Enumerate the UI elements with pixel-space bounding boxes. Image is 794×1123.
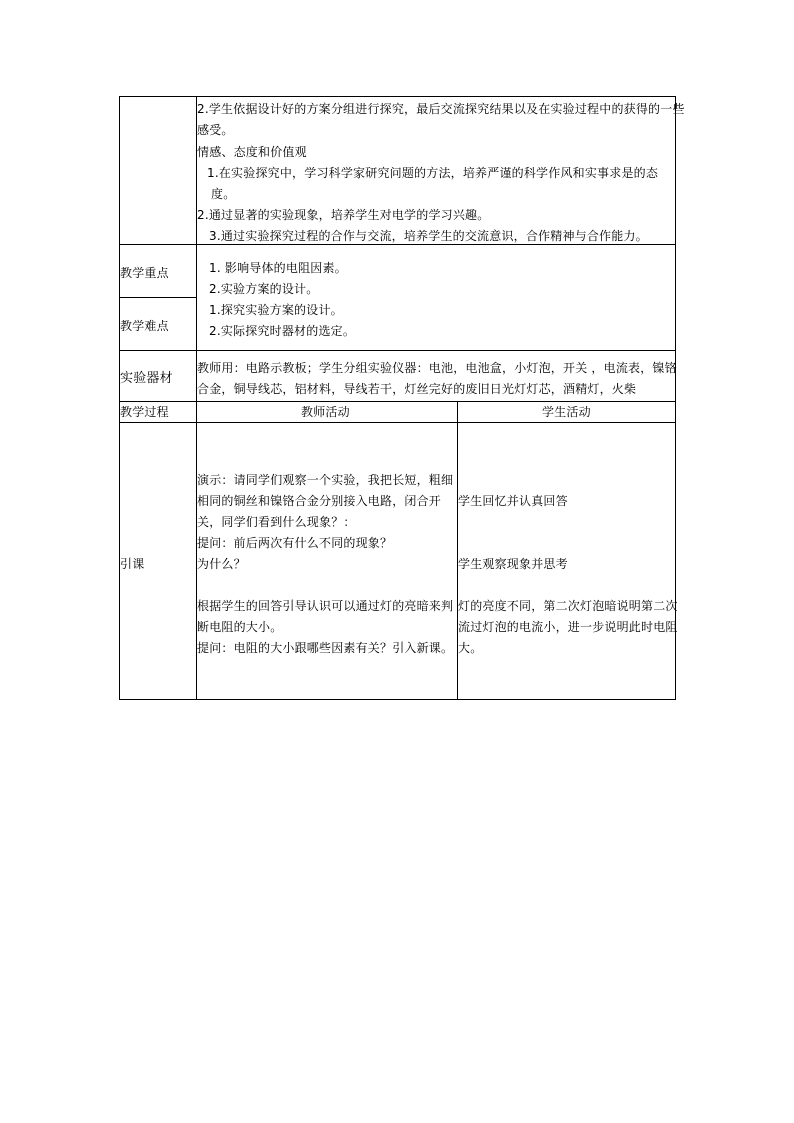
student-activity-line: 大。	[458, 641, 483, 655]
teacher-activity-line: 相同的铜丝和镍铬合金分别接入电路，闭合开	[197, 494, 442, 508]
objective-item: 2.通过显著的实验现象，培养学生对电学的学习兴趣。	[197, 208, 490, 222]
student-activity-line: 学生观察现象并思考	[458, 557, 568, 571]
table-rule	[119, 699, 676, 700]
table-rule	[119, 350, 676, 351]
intro-label: 引课	[120, 557, 145, 571]
teacher-activity-line: 为什么？	[197, 557, 246, 571]
difficulty-item: 2.实际探究时器材的选定。	[209, 324, 356, 338]
table-rule	[119, 96, 676, 97]
student-activity-line: 流过灯泡的电流小，进一步说明此时电阻	[458, 620, 678, 634]
table-rule	[119, 244, 676, 245]
student-activity-line: 灯的亮度不同，第二次灯泡暗说明第二次	[458, 599, 678, 613]
teacher-activity-line: 关，同学们看到什么现象？：	[197, 515, 356, 529]
teacher-activity-header: 教师活动	[301, 405, 350, 419]
difficulty-item: 1.探究实验方案的设计。	[209, 303, 343, 317]
table-rule	[119, 422, 676, 423]
student-activity-line: 学生回忆并认真回答	[458, 494, 568, 508]
key-points-label: 教学重点	[120, 266, 169, 280]
process-label: 教学过程	[120, 405, 169, 419]
objective-heading: 情感、态度和价值观	[197, 145, 307, 159]
table-rule	[119, 96, 120, 700]
equipment-label: 实验器材	[120, 371, 173, 386]
teacher-activity-line: 提问：前后两次有什么不同的现象？	[197, 536, 393, 550]
table-rule	[119, 401, 676, 402]
teacher-activity-line: 根据学生的回答引导认识可以通过灯的亮暗来判	[197, 599, 454, 613]
teacher-activity-line: 断电阻的大小。	[197, 620, 283, 634]
equipment-text: 合金，铜导线芯，铝材料，导线若干，灯丝完好的废旧日光灯灯芯，酒精灯，火柴	[197, 382, 637, 396]
equipment-text: 教师用：电路示教板；学生分组实验仪器：电池，电池盒，小灯泡，开关 ，电流表，镍铬	[197, 361, 677, 375]
difficulties-label: 教学难点	[120, 319, 169, 333]
teacher-activity-line: 演示：请同学们观察一个实验，我把长短，粗细	[197, 473, 454, 487]
objective-item: 1.在实验探究中，学习科学家研究问题的方法，培养严谨的科学作风和实事求是的态	[207, 166, 659, 180]
objective-item: 度。	[211, 187, 236, 201]
student-activity-header: 学生活动	[542, 405, 591, 419]
objective-text: 感受。	[197, 123, 234, 137]
lesson-plan-table	[119, 96, 685, 700]
key-point-item: 1. 影响导体的电阻因素。	[209, 261, 347, 275]
teacher-activity-line: 提问：电阻的大小跟哪些因素有关？引入新课。	[197, 641, 454, 655]
objective-text: 2.学生依据设计好的方案分组进行探究，最后交流探究结果以及在实验过程中的获得的一些	[197, 102, 685, 116]
objective-item: 3.通过实验探究过程的合作与交流，培养学生的交流意识，合作精神与合作能力。	[209, 229, 648, 243]
table-rule	[119, 297, 196, 298]
key-point-item: 2.实验方案的设计。	[209, 282, 319, 296]
